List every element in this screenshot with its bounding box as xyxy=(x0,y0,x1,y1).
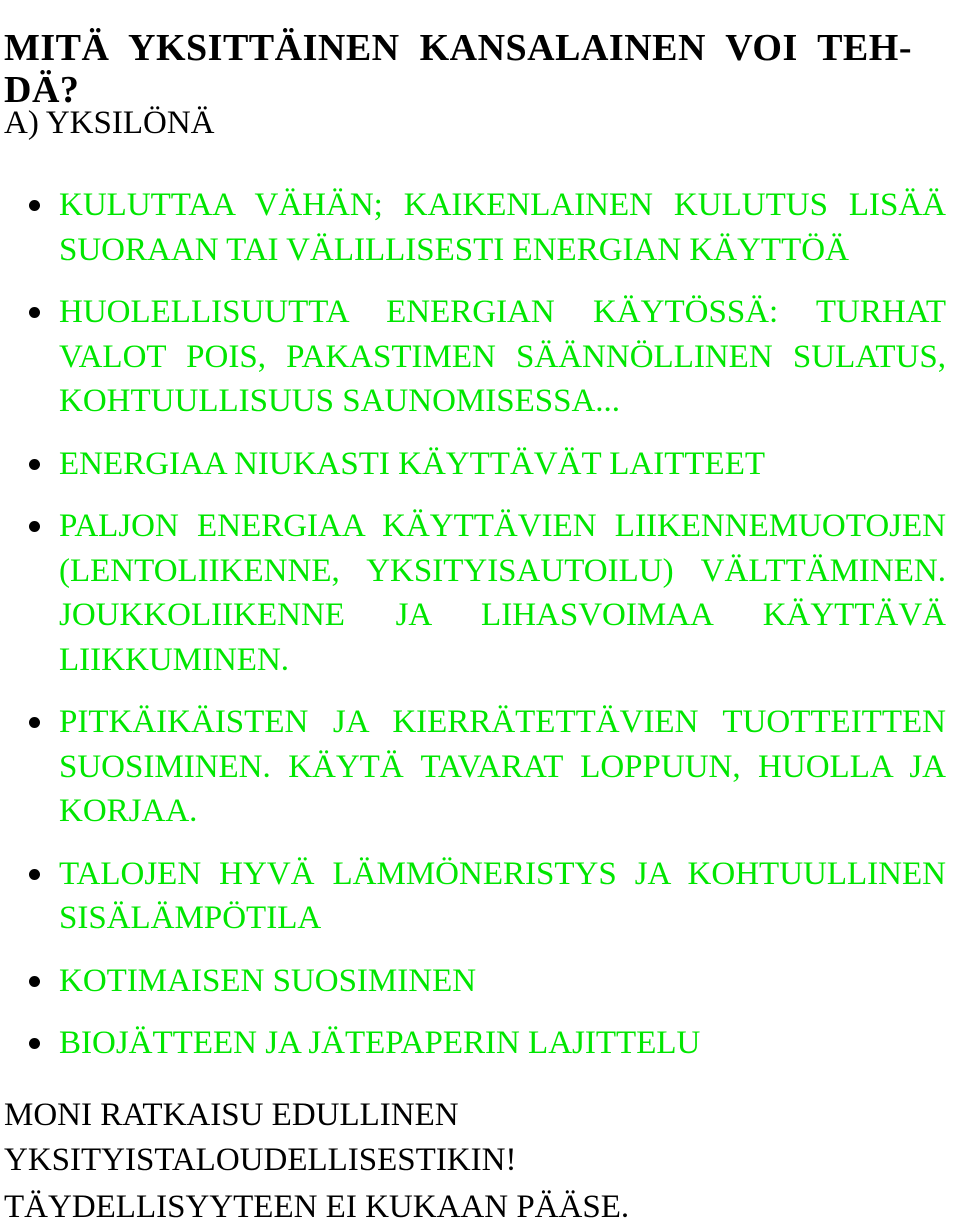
list-item xyxy=(0,504,960,682)
bullet-dot-icon xyxy=(29,869,40,880)
closing-statement: MONI RATKAISU EDULLINEN YKSITYISTALOUDELLISESTIKIN! xyxy=(4,1097,517,1178)
bullet-dot-icon xyxy=(29,307,40,318)
list-item-text: HUOLELLISUUTTA ENERGIAN KÄYTÖSSÄ: TURHAT VALOT POIS, PAKASTIMEN SÄÄNNÖLLINEN SULATUS, KOHTUULLISUUS SAUNOMISESSA... xyxy=(59,294,946,419)
list-item xyxy=(0,1021,960,1066)
bullet-dot-icon xyxy=(29,717,40,728)
list-item xyxy=(0,183,960,272)
list-item-text: TALOJEN HYVÄ LÄMMÖNERISTYS JA KOHTUULLINEN SISÄLÄMPÖTILA xyxy=(59,855,946,936)
bullet-dot-icon xyxy=(29,200,40,211)
list-item xyxy=(0,959,960,1004)
list-item-text: PALJON ENERGIAA KÄYTTÄVIEN LIIKENNEMUOTOJEN (LENTOLIIKENNE, YKSITYISAUTOILU) VÄLTTÄMINEN. JOUKKOLIIKENNE JA LIHASVOIMAA KÄYTTÄVÄ LIIKKUMINEN. xyxy=(59,508,946,678)
list-item xyxy=(0,442,960,487)
closing-statement: TÄYDELLISYYTEEN EI KUKAAN PÄÄSE. xyxy=(4,1189,630,1225)
bullet-list xyxy=(0,183,960,1084)
section-heading: A) YKSILÖNÄ xyxy=(4,105,215,141)
list-item-text: ENERGIAA NIUKASTI KÄYTTÄVÄT LAITTEET xyxy=(59,445,766,482)
bullet-dot-icon xyxy=(29,459,40,470)
bullet-dot-icon xyxy=(29,1038,40,1049)
page-title: MITÄ YKSITTÄINEN KANSALAINEN VOI TEH-DÄ? xyxy=(4,27,912,112)
list-item-text: KOTIMAISEN SUOSIMINEN xyxy=(59,962,477,999)
list-item xyxy=(0,290,960,424)
bullet-dot-icon xyxy=(29,521,40,532)
list-item-text: PITKÄIKÄISTEN JA KIERRÄTETTÄVIEN TUOTTEITTEN SUOSIMINEN. KÄYTÄ TAVARAT LOPPUUN, HUOLLA JA KORJAA. xyxy=(59,704,946,829)
list-item-text: KULUTTAA VÄHÄN; KAIKENLAINEN KULUTUS LISÄÄ SUORAAN TAI VÄLILLISESTI ENERGIAN KÄYTTÖÄ xyxy=(59,187,946,268)
bullet-dot-icon xyxy=(29,976,40,987)
list-item xyxy=(0,852,960,941)
list-item-text: BIOJÄTTEEN JA JÄTEPAPERIN LAJITTELU xyxy=(59,1025,701,1061)
list-item xyxy=(0,700,960,834)
